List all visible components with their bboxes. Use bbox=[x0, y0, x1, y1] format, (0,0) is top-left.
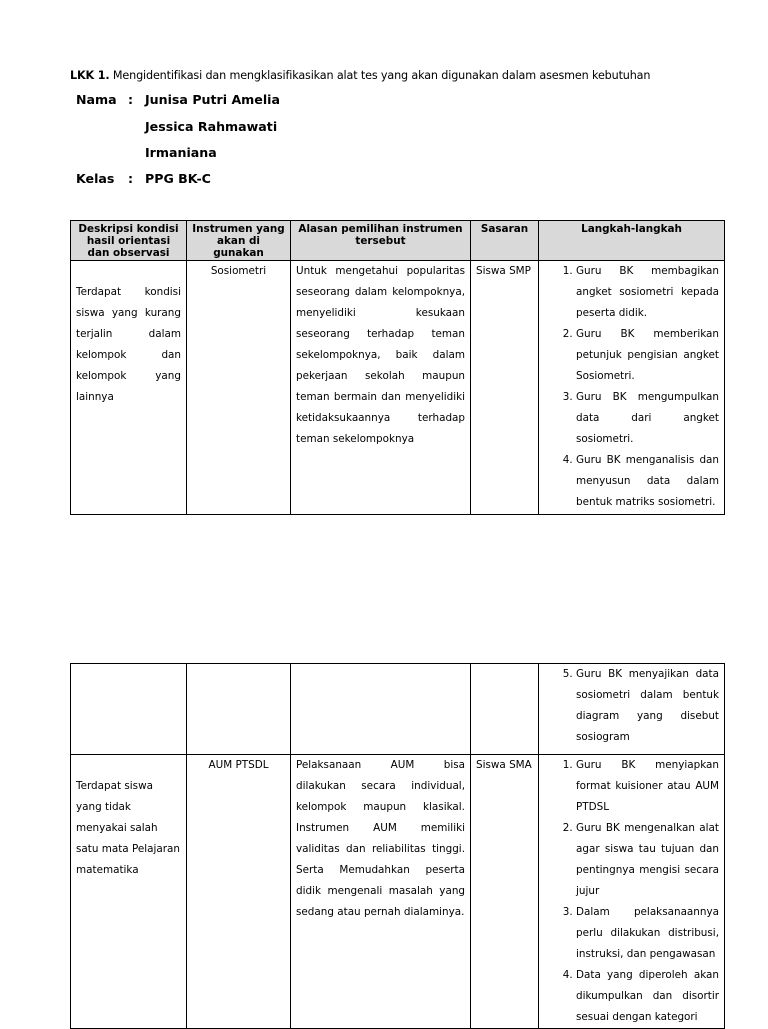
cell-sasaran-empty bbox=[471, 664, 539, 755]
cell-langkah bbox=[539, 664, 725, 755]
cell-deskripsi: Terdapat siswa yang tidak menyakai salah satu mata Pelajaran matematika bbox=[71, 755, 187, 1029]
kelas-label: Kelas bbox=[76, 171, 115, 186]
step-item: 3. Dalam pelaksanaannya perlu dilakukan distribusi, instruksi, dan pengawasan bbox=[576, 902, 719, 965]
nama-label: Nama bbox=[76, 92, 117, 107]
header-alasan: Alasan pemilihan instrumen tersebut bbox=[291, 221, 471, 261]
heading-text: Mengidentifikasi dan mengklasifikasikan alat tes yang akan digunakan dalam asesmen kebutuhan bbox=[112, 69, 651, 82]
header-sasaran: Sasaran bbox=[471, 221, 539, 261]
cell-alasan-empty bbox=[291, 664, 471, 755]
table-header-row bbox=[71, 221, 725, 261]
cell-alasan: Pelaksanaan AUM bisa dilakukan secara individual, kelompok maupun klasikal. Instrumen AUM memiliki validitas dan reliabilitas tinggi. Serta Memudahkan peserta didik mengenali masalah yang sedang atau pernah dialaminya. bbox=[291, 755, 471, 1029]
header-deskripsi: Deskripsi kondisi hasil orientasi dan observasi bbox=[71, 221, 187, 261]
cell-sasaran: Siswa SMP bbox=[471, 261, 539, 515]
cell-instrumen: Sosiometri bbox=[187, 261, 291, 515]
cell-instrumen: AUM PTSDL bbox=[187, 755, 291, 1029]
cell-langkah bbox=[539, 755, 725, 1029]
step-item: 4. Data yang diperoleh akan dikumpulkan dan disortir sesuai dengan kategori bbox=[576, 965, 719, 1028]
step-item: 5. Guru BK menyajikan data sosiometri dalam bentuk diagram yang disebut sosiogram bbox=[576, 664, 719, 748]
steps-list bbox=[544, 261, 719, 513]
steps-list bbox=[544, 755, 719, 1028]
assessment-table-part-1 bbox=[70, 220, 725, 515]
cell-langkah bbox=[539, 261, 725, 515]
student-name-2: Jessica Rahmawati bbox=[145, 119, 278, 134]
step-item: 2. Guru BK memberikan petunjuk pengisian angket Sosiometri. bbox=[576, 324, 719, 387]
worksheet-heading bbox=[70, 69, 650, 82]
steps-list bbox=[544, 664, 719, 748]
step-item: 2. Guru BK mengenalkan alat agar siswa tau tujuan dan pentingnya mengisi secara jujur bbox=[576, 818, 719, 902]
kelas-value: PPG BK-C bbox=[145, 171, 211, 186]
table-row bbox=[71, 261, 725, 515]
kelas-colon: : bbox=[128, 171, 134, 186]
nama-colon: : bbox=[128, 92, 134, 107]
assessment-table-part-2 bbox=[70, 663, 725, 1029]
step-item: 3. Guru BK mengumpulkan data dari angket sosiometri. bbox=[576, 387, 719, 450]
step-item: 1. Guru BK membagikan angket sosiometri kepada peserta didik. bbox=[576, 261, 719, 324]
header-langkah: Langkah-langkah bbox=[539, 221, 725, 261]
student-name-3: Irmaniana bbox=[145, 145, 217, 160]
heading-prefix: LKK 1. bbox=[70, 69, 110, 82]
cell-alasan: Untuk mengetahui popularitas seseorang dalam kelompoknya, menyelidiki kesukaan seseorang terhadap teman sekelompoknya, baik dalam pekerjaan sekolah maupun teman bermain dan menyelidiki ketidaksukaannya terhadap teman sekelompoknya bbox=[291, 261, 471, 515]
step-item: 4. Guru BK menganalisis dan menyusun data dalam bentuk matriks sosiometri. bbox=[576, 450, 719, 513]
cell-sasaran: Siswa SMA bbox=[471, 755, 539, 1029]
student-name-1: Junisa Putri Amelia bbox=[145, 92, 280, 107]
cell-instrumen-empty bbox=[187, 664, 291, 755]
table-row bbox=[71, 755, 725, 1029]
cell-deskripsi: Terdapat kondisi siswa yang kurang terjalin dalam kelompok dan kelompok yang lainnya bbox=[71, 261, 187, 515]
step-item: 1. Guru BK menyiapkan format kuisioner atau AUM PTDSL bbox=[576, 755, 719, 818]
cell-deskripsi-empty bbox=[71, 664, 187, 755]
table-row-continued bbox=[71, 664, 725, 755]
header-instrumen: Instrumen yang akan di gunakan bbox=[187, 221, 291, 261]
